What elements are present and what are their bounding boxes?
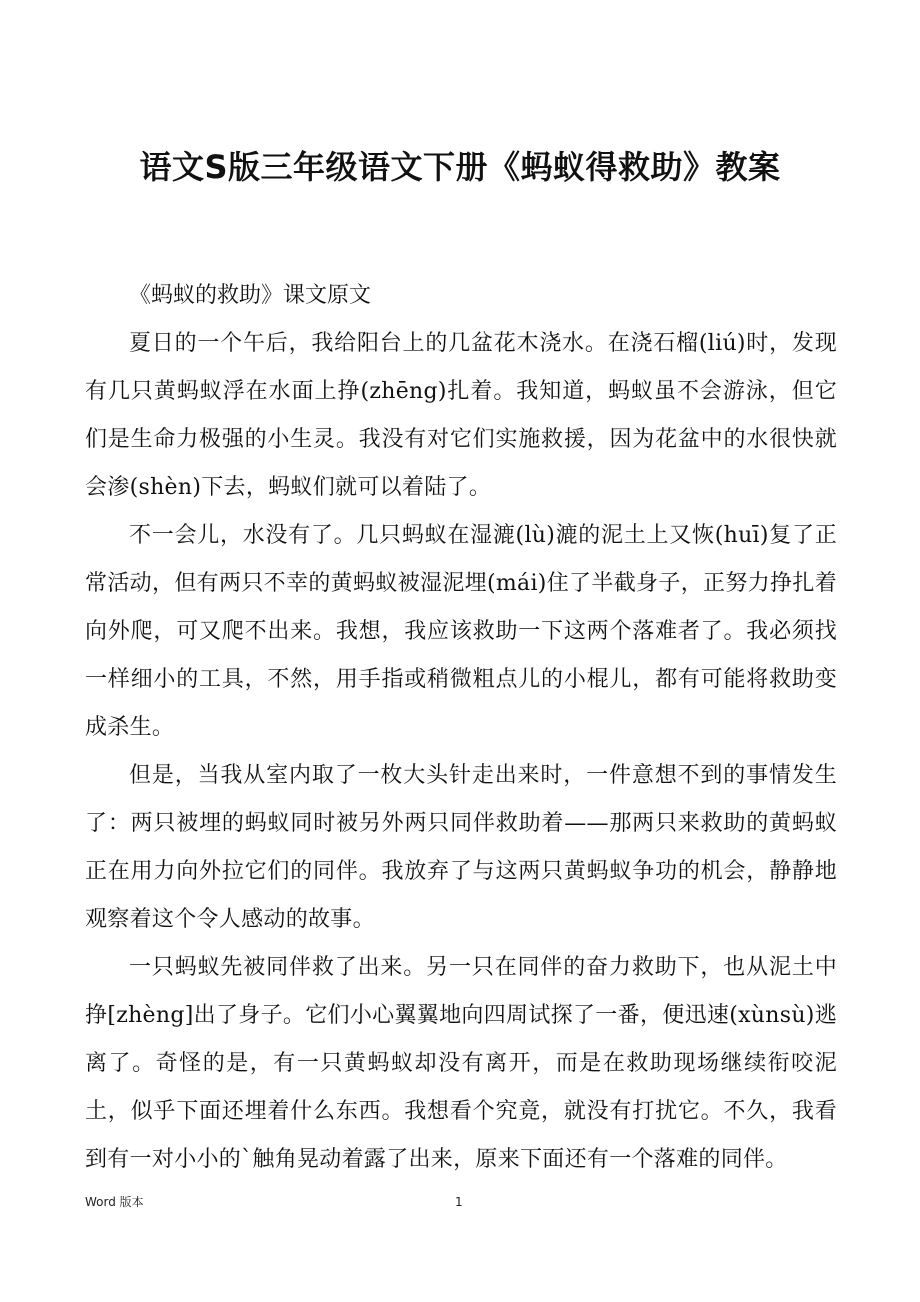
paragraph-2: 不一会儿，水没有了。几只蚂蚁在湿漉(lù)漉的泥土上又恢(huī)复了正常活动，但有两只不幸的黄蚂蚁被湿泥埋(mái)住了半截身子，正努力挣扎着向外爬，可又爬不出来。我想，我应该救助一下这两个落难者了。我必须找一样细小的工具，不然，用手指或稍微粗点儿的小棍儿，都有可能将救助变成杀生。 <box>85 523 837 740</box>
footer-label: Word 版本 <box>85 1195 144 1209</box>
document-body <box>85 272 837 1184</box>
paragraph-1: 夏日的一个午后，我给阳台上的几盆花木浇水。在浇石榴(liú)时，发现有几只黄蚂蚁浮在水面上挣(zhēng)扎着。我知道，蚂蚁虽不会游泳，但它们是生命力极强的小生灵。我没有对它们实施救援，因为花盆中的水很快就会渗(shèn)下去，蚂蚁们就可以着陆了。 <box>85 331 837 500</box>
document-title: 语文S版三年级语文下册《蚂蚁得救助》教案 <box>139 148 781 186</box>
footer-page-number: 1 <box>455 1195 463 1209</box>
section-subheading: 《蚂蚁的救助》课文原文 <box>129 283 372 308</box>
paragraph-4: 一只蚂蚁先被同伴救了出来。另一只在同伴的奋力救助下，也从泥土中挣[zhèng]出了身子。它们小心翼翼地向四周试探了一番，便迅速(xùnsù)逃离了。奇怪的是，有一只黄蚂蚁却没有离开，而是在救助现场继续衔咬泥土，似乎下面还埋着什么东西。我想看个究竟，就没有打扰它。不久，我看到有一对小小的`触角晃动着露了出来，原来下面还有一个落难的同伴。 <box>85 955 837 1172</box>
paragraph-3: 但是，当我从室内取了一枚大头针走出来时，一件意想不到的事情发生了：两只被埋的蚂蚁同时被另外两只同伴救助着——那两只来救助的黄蚂蚁正在用力向外拉它们的同伴。我放弃了与这两只黄蚂蚁争功的机会，静静地观察着这个令人感动的故事。 <box>85 763 837 932</box>
